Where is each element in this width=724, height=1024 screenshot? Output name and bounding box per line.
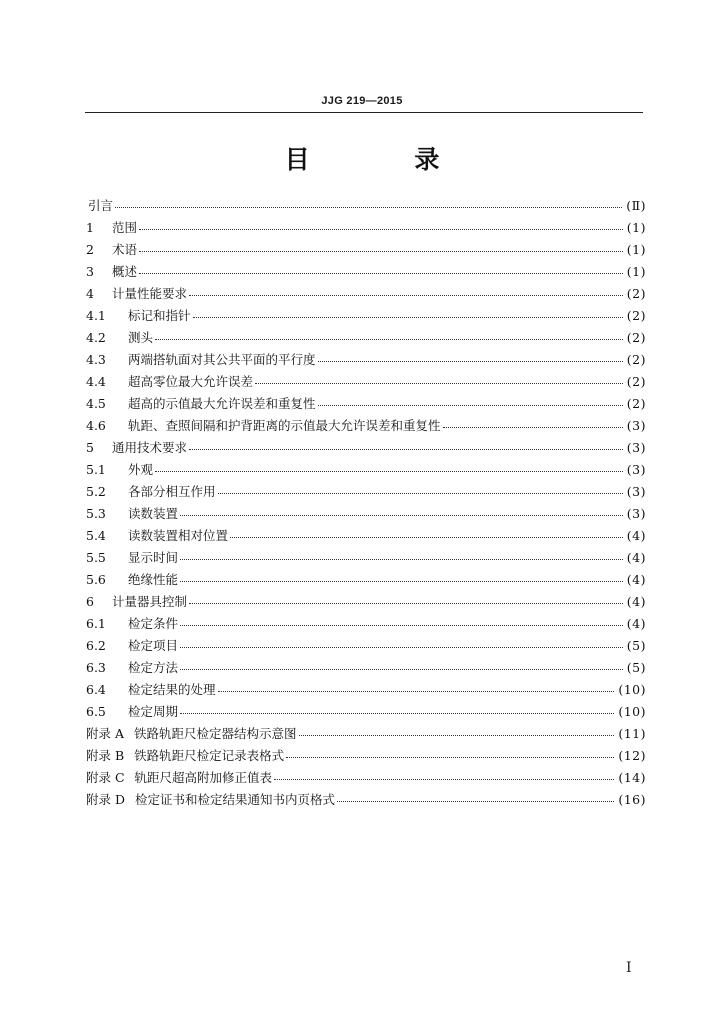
toc-entry-page: (1) xyxy=(626,264,646,279)
toc-entry-number: 5.6 xyxy=(86,572,106,587)
toc-entry-number: 5.5 xyxy=(86,550,106,565)
toc-entry[interactable] xyxy=(86,745,646,767)
toc-entry-page: (2) xyxy=(626,330,646,345)
toc-entry-title: 超高零位最大允许误差 xyxy=(128,374,254,389)
toc-entry-page: (14) xyxy=(618,770,646,785)
toc-entry-number: 4.5 xyxy=(86,396,106,411)
toc-entry[interactable] xyxy=(86,305,646,327)
toc-dot-leader xyxy=(180,639,623,648)
toc-entry-number: 6.2 xyxy=(86,638,106,653)
toc-entry-number: 附录 C xyxy=(86,770,125,785)
table-of-contents xyxy=(86,195,646,811)
toc-entry-number: 2 xyxy=(86,242,94,257)
toc-entry-number: 5.3 xyxy=(86,506,106,521)
toc-entry[interactable] xyxy=(86,635,646,657)
toc-entry-title: 各部分相互作用 xyxy=(128,484,216,499)
toc-entry-page: (4) xyxy=(626,594,646,609)
toc-entry[interactable] xyxy=(86,393,646,415)
toc-entry[interactable] xyxy=(86,459,646,481)
toc-entry-title: 铁路轨距尺检定记录表格式 xyxy=(134,748,285,763)
toc-entry-page: (1) xyxy=(626,220,646,235)
page-number: I xyxy=(626,960,632,976)
toc-entry-page: (4) xyxy=(626,572,646,587)
toc-dot-leader xyxy=(443,419,623,428)
toc-entry-page: (4) xyxy=(626,528,646,543)
toc-entry[interactable] xyxy=(86,503,646,525)
toc-entry-page: (Ⅱ) xyxy=(626,198,646,213)
toc-entry-title: 绝缘性能 xyxy=(128,572,179,587)
toc-dot-leader xyxy=(189,441,623,450)
toc-dot-leader xyxy=(286,749,614,758)
toc-entry-title: 轨距尺超高附加修正值表 xyxy=(134,770,273,785)
toc-entry-title: 计量性能要求 xyxy=(112,286,188,301)
standard-code-header: JJG 219—2015 xyxy=(321,95,403,107)
toc-dot-leader xyxy=(193,309,623,318)
toc-entry-number: 6.4 xyxy=(86,682,106,697)
toc-dot-leader xyxy=(139,221,623,230)
toc-entry-title: 标记和指针 xyxy=(128,308,191,323)
toc-entry[interactable] xyxy=(86,481,646,503)
toc-dot-leader xyxy=(318,353,623,362)
toc-entry-number: 6.3 xyxy=(86,660,106,675)
toc-entry-number: 4.4 xyxy=(86,374,106,389)
toc-entry-page: (2) xyxy=(626,352,646,367)
toc-entry-page: (3) xyxy=(626,484,646,499)
toc-entry-number: 6.1 xyxy=(86,616,106,631)
toc-entry-number: 4 xyxy=(86,286,94,301)
toc-entry-number: 4.6 xyxy=(86,418,106,433)
toc-entry-number: 4.1 xyxy=(86,308,106,323)
toc-entry-page: (16) xyxy=(618,792,646,807)
toc-entry[interactable] xyxy=(86,217,646,239)
header-rule xyxy=(85,112,643,113)
toc-dot-leader xyxy=(115,199,622,208)
toc-entry-title: 检定周期 xyxy=(128,704,179,719)
toc-entry-page: (1) xyxy=(626,242,646,257)
toc-dot-leader xyxy=(189,287,623,296)
toc-entry[interactable] xyxy=(86,767,646,789)
toc-entry-title: 外观 xyxy=(128,462,154,477)
toc-dot-leader xyxy=(155,463,623,472)
toc-entry-number: 附录 D xyxy=(86,792,125,807)
toc-entry[interactable] xyxy=(86,723,646,745)
toc-entry[interactable] xyxy=(86,371,646,393)
toc-entry-number: 1 xyxy=(86,220,94,235)
toc-entry-number: 6.5 xyxy=(86,704,106,719)
toc-entry-title: 计量器具控制 xyxy=(112,594,188,609)
toc-dot-leader xyxy=(299,727,615,736)
toc-entry[interactable] xyxy=(86,239,646,261)
toc-entry[interactable] xyxy=(86,349,646,371)
toc-entry[interactable] xyxy=(86,195,646,217)
toc-entry-number: 6 xyxy=(86,594,94,609)
toc-dot-leader xyxy=(180,507,623,516)
toc-entry-page: (10) xyxy=(618,682,646,697)
toc-entry[interactable] xyxy=(86,415,646,437)
toc-dot-leader xyxy=(180,573,623,582)
toc-entry-number: 4.3 xyxy=(86,352,106,367)
toc-entry[interactable] xyxy=(86,591,646,613)
toc-entry[interactable] xyxy=(86,327,646,349)
toc-entry[interactable] xyxy=(86,701,646,723)
toc-entry-page: (5) xyxy=(626,638,646,653)
toc-entry-title: 检定结果的处理 xyxy=(128,682,216,697)
toc-entry-title: 检定项目 xyxy=(128,638,179,653)
toc-dot-leader xyxy=(274,771,614,780)
toc-entry-title: 轨距、查照间隔和护背距离的示值最大允许误差和重复性 xyxy=(128,418,441,433)
toc-entry[interactable] xyxy=(86,789,646,811)
toc-dot-leader xyxy=(218,485,623,494)
toc-dot-leader xyxy=(180,617,623,626)
toc-dot-leader xyxy=(255,375,623,384)
toc-entry[interactable] xyxy=(86,547,646,569)
toc-entry[interactable] xyxy=(86,569,646,591)
toc-entry[interactable] xyxy=(86,679,646,701)
toc-dot-leader xyxy=(180,551,623,560)
toc-entry-title: 铁路轨距尺检定器结构示意图 xyxy=(134,726,297,741)
toc-entry-page: (10) xyxy=(618,704,646,719)
toc-entry-title: 引言 xyxy=(88,198,114,213)
toc-entry-number: 4.2 xyxy=(86,330,106,345)
toc-entry-number: 5.4 xyxy=(86,528,106,543)
toc-dot-leader xyxy=(139,243,623,252)
toc-entry-number: 附录 B xyxy=(86,748,125,763)
toc-entry-title: 检定证书和检定结果通知书内页格式 xyxy=(135,792,336,807)
page-title: 目 录 xyxy=(284,145,488,174)
toc-entry-title: 两端搭轨面对其公共平面的平行度 xyxy=(128,352,316,367)
toc-dot-leader xyxy=(189,595,623,604)
toc-entry-page: (2) xyxy=(626,396,646,411)
toc-entry-page: (4) xyxy=(626,550,646,565)
toc-entry-page: (2) xyxy=(626,308,646,323)
toc-entry[interactable] xyxy=(86,283,646,305)
toc-entry-page: (3) xyxy=(626,440,646,455)
toc-dot-leader xyxy=(318,397,623,406)
toc-entry-title: 显示时间 xyxy=(128,550,179,565)
toc-dot-leader xyxy=(180,661,623,670)
toc-dot-leader xyxy=(180,705,614,714)
toc-entry[interactable] xyxy=(86,437,646,459)
toc-entry-title: 术语 xyxy=(112,242,138,257)
toc-entry-page: (3) xyxy=(626,418,646,433)
toc-entry-number: 5.2 xyxy=(86,484,106,499)
toc-dot-leader xyxy=(218,683,615,692)
toc-entry-title: 范围 xyxy=(112,220,138,235)
toc-entry-page: (5) xyxy=(626,660,646,675)
toc-entry-number: 附录 A xyxy=(86,726,125,741)
toc-entry-page: (2) xyxy=(626,286,646,301)
toc-entry-page: (3) xyxy=(626,462,646,477)
toc-entry-title: 读数装置 xyxy=(128,506,179,521)
toc-entry-page: (3) xyxy=(626,506,646,521)
toc-entry-title: 超高的示值最大允许误差和重复性 xyxy=(128,396,316,411)
toc-entry-number: 5 xyxy=(86,440,94,455)
toc-entry[interactable] xyxy=(86,657,646,679)
toc-entry-page: (11) xyxy=(618,726,646,741)
toc-entry-title: 测头 xyxy=(128,330,154,345)
toc-entry-title: 概述 xyxy=(112,264,138,279)
toc-dot-leader xyxy=(230,529,623,538)
toc-entry-page: (12) xyxy=(618,748,646,763)
toc-dot-leader xyxy=(337,793,614,802)
toc-entry-number: 3 xyxy=(86,264,94,279)
toc-dot-leader xyxy=(139,265,623,274)
toc-entry-title: 读数装置相对位置 xyxy=(128,528,229,543)
toc-entry-title: 检定方法 xyxy=(128,660,179,675)
toc-entry-page: (2) xyxy=(626,374,646,389)
toc-entry[interactable] xyxy=(86,613,646,635)
toc-entry-title: 通用技术要求 xyxy=(112,440,188,455)
toc-entry-page: (4) xyxy=(626,616,646,631)
toc-entry-title: 检定条件 xyxy=(128,616,179,631)
toc-entry[interactable] xyxy=(86,525,646,547)
toc-dot-leader xyxy=(155,331,623,340)
toc-entry[interactable] xyxy=(86,261,646,283)
toc-entry-number: 5.1 xyxy=(86,462,106,477)
